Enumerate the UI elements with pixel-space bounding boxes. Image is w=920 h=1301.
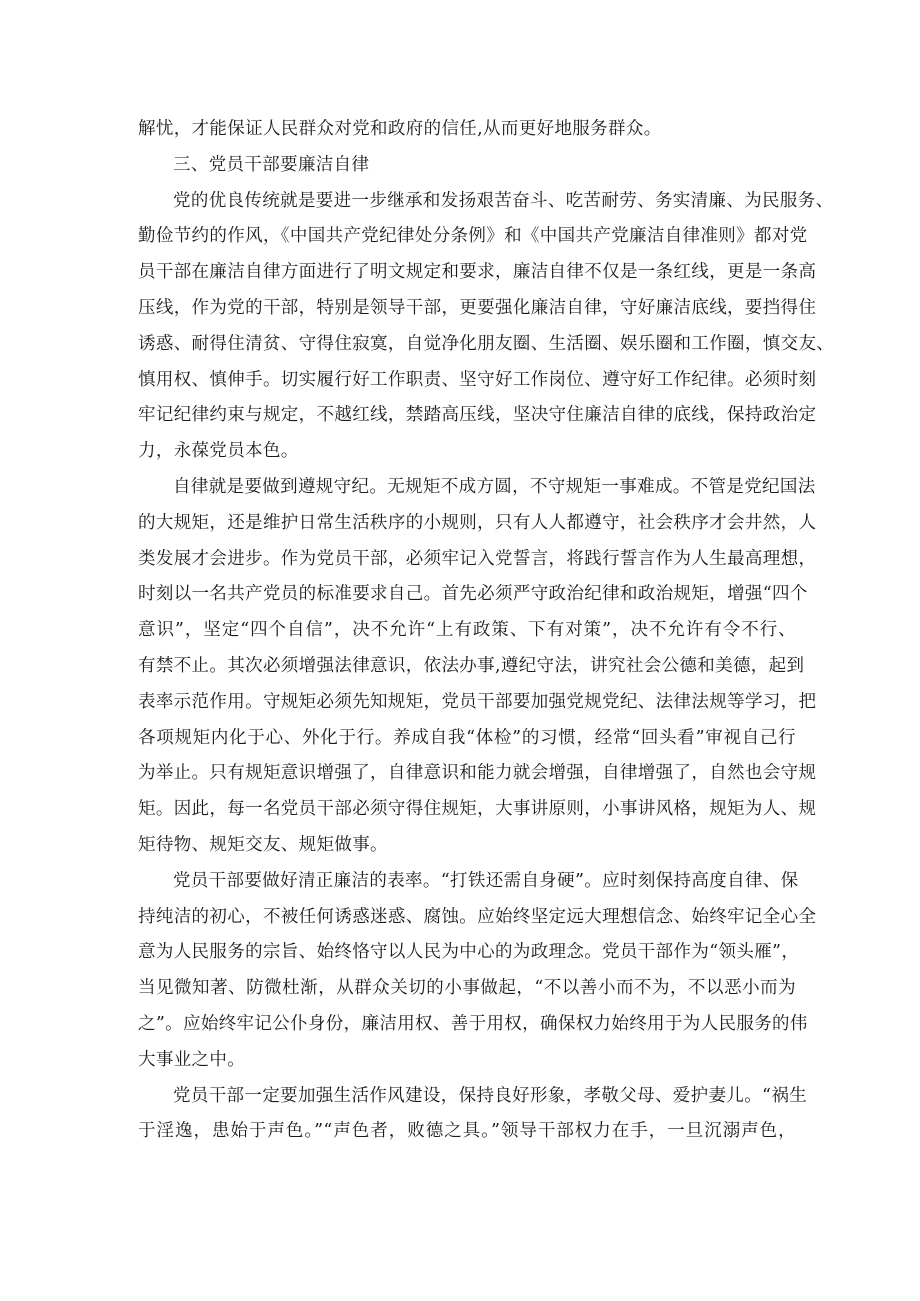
text-line: 矩。因此，每一名党员干部必须守得住规矩，大事讲原则，小事讲风格，规矩为人、规: [138, 799, 817, 820]
text-line: 当见微知著、防微杜渐，从群众关切的小事做起，“不以善小而不为，不以恶小而为: [138, 978, 796, 999]
paragraph-integrity: [138, 864, 817, 1079]
text-line: 各项规矩内化于心、外化于行。养成自我“体检”的习惯，经常“回头看”审视自己行: [138, 727, 796, 748]
text-line: 意为人民服务的宗旨、始终恪守以人民为中心的为政理念。党员干部作为“领头雁”，: [138, 942, 800, 963]
text-line: 有禁不止。其次必须增强法律意识，依法办事,遵纪守法，讲究社会公德和美德，起到: [138, 655, 805, 676]
text-line: 表率示范作用。守规矩必须先知规矩，党员干部要加强党规党纪、法律法规等学习，把: [138, 691, 817, 712]
text-line: 党的优良传统就是要进一步继承和发扬艰苦奋斗、吃苦耐劳、务实清廉、为民服务、: [173, 190, 834, 211]
text-line: 之”。应始终牢记公仆身份，廉洁用权、善于用权，确保权力始终用于为人民服务的伟: [138, 1013, 808, 1034]
text-line: 持纯洁的初心，不被任何诱惑迷惑、腐蚀。应始终坚定远大理想信念、始终牢记全心全: [138, 906, 817, 927]
text-line: 矩待物、规矩交友、规矩做事。: [138, 834, 388, 855]
text-line: 的大规矩，还是维护日常生活秩序的小规则，只有人人都遵守，社会秩序才会井然，人: [138, 512, 817, 533]
text-line: 时刻以一名共产党员的标准要求自己。首先必须严守政治纪律和政治规矩，增强“四个: [138, 584, 808, 605]
text-line: 类发展才会进步。作为党员干部，必须牢记入党誓言，将践行誓言作为人生最高理想，: [138, 548, 817, 569]
text-line: 自律就是要做到遵规守纪。无规矩不成方圆，不守规矩一事难成。不管是党纪国法: [173, 476, 816, 497]
paragraph-continuation: [138, 112, 796, 148]
section-heading: [138, 148, 796, 184]
paragraph-tradition: [138, 184, 835, 470]
text-line: 党员干部一定要加强生活作风建设，保持良好形象，孝敬父母、爱护妻儿。“祸生: [173, 1085, 808, 1106]
text-line: 大事业之中。: [138, 1049, 246, 1070]
text-line: 为举止。只有规矩意识增强了，自律意识和能力就会增强，自律增强了，自然也会守规: [138, 763, 817, 784]
text-line: 牢记纪律约束与规定，不越红线，禁踏高压线，坚决守住廉洁自律的底线，保持政治定: [138, 405, 817, 426]
paragraph-self-discipline: [138, 470, 817, 864]
text-line: 力，永葆党员本色。: [138, 441, 299, 462]
text-line: 解忧，才能保证人民群众对党和政府的信任,从而更好地服务群众。: [138, 119, 662, 139]
heading-text: 三、党员干部要廉洁自律: [173, 154, 370, 175]
text-line: 诱惑、耐得住清贫、守得住寂寞，自觉净化朋友圈、生活圈、娱乐圈和工作圈，慎交友、: [138, 333, 835, 354]
text-line: 党员干部要做好清正廉洁的表率。“打铁还需自身硬”。应时刻保持高度自律、保: [173, 870, 799, 891]
text-line: 意识”，坚定“四个自信”，决不允许“上有政策、下有对策”，决不允许有令不行、: [138, 620, 796, 641]
text-line: 勤俭节约的作风，《中国共产党纪律处分条例》和《中国共产党廉洁自律准则》都对党: [138, 226, 808, 247]
text-line: 压线，作为党的干部，特别是领导干部，更要强化廉洁自律，守好廉洁底线，要挡得住: [138, 297, 817, 318]
paragraph-lifestyle: [138, 1079, 808, 1151]
text-line: 慎用权、慎伸手。切实履行好工作职责、坚守好工作岗位、遵守好工作纪律。必须时刻: [138, 369, 817, 390]
text-line: 员干部在廉洁自律方面进行了明文规定和要求，廉洁自律不仅是一条红线，更是一条高: [138, 262, 817, 283]
document-page: [138, 112, 835, 1150]
text-line: 于淫逸，患始于声色。”“声色者，败德之具。”领导干部权力在手，一旦沉溺声色，: [138, 1121, 796, 1142]
